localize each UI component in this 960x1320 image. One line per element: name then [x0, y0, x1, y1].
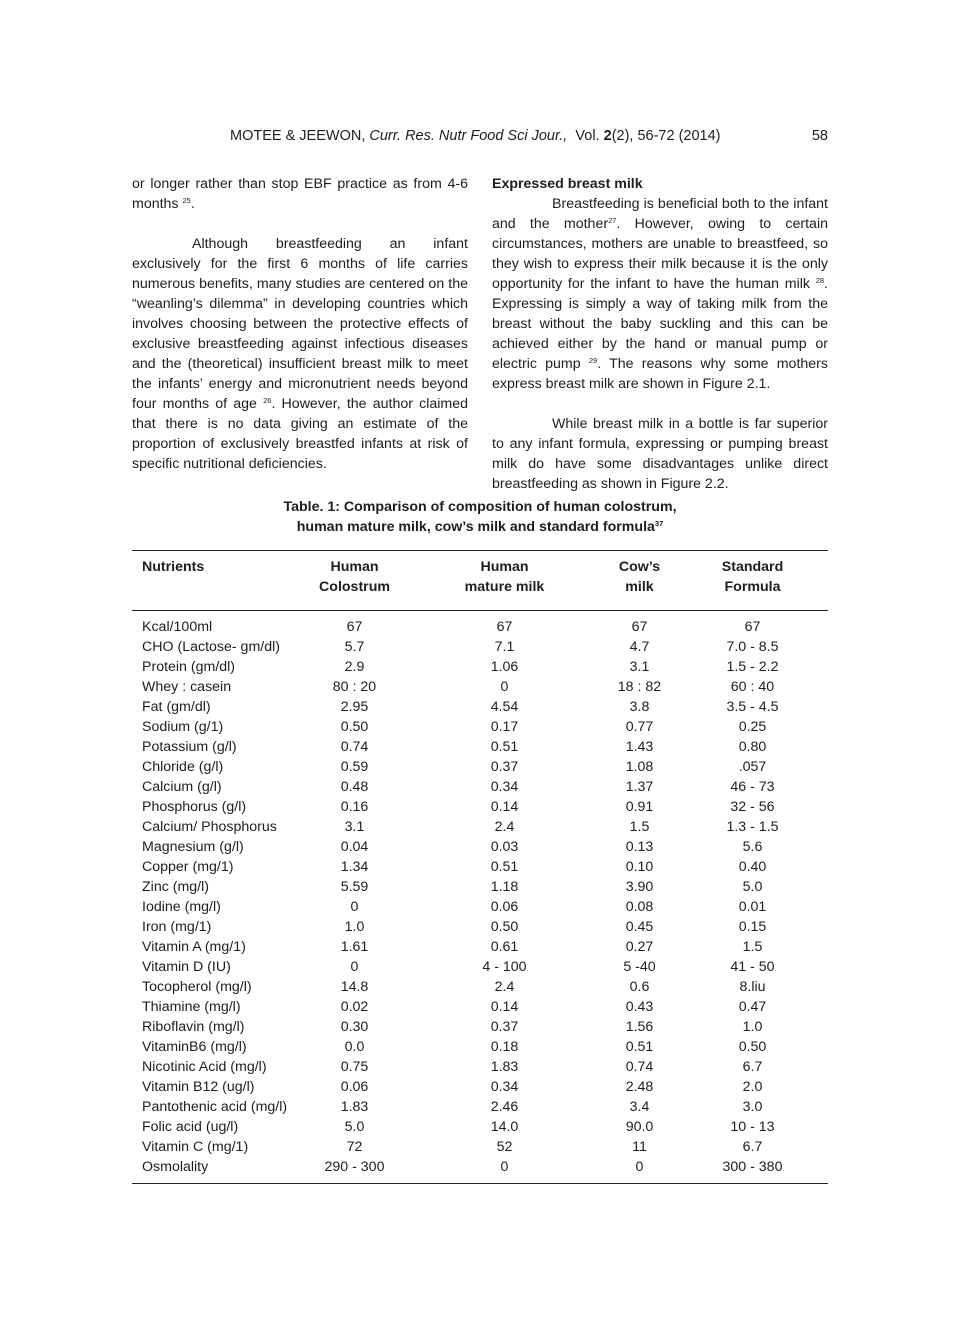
right-column — [492, 174, 828, 494]
table-caption-line-2 — [132, 517, 828, 537]
table-caption-line-1: Table. 1: Comparison of composition of human colostrum, — [283, 499, 677, 515]
table-row — [132, 877, 828, 897]
table-row — [132, 1117, 828, 1137]
table-row — [132, 697, 828, 717]
table-cell: 1.34 — [340, 859, 369, 875]
nutrient-name-cell: Kcal/100ml — [142, 619, 213, 635]
table-cell: 0.04 — [340, 839, 369, 855]
table-cell: 1.43 — [625, 739, 654, 755]
nutrient-name-cell: Pantothenic acid (mg/l) — [142, 1099, 288, 1115]
table-cell: 0.27 — [625, 939, 654, 955]
header-line: Nutrients — [142, 559, 205, 575]
citation-ref: 25 — [182, 196, 191, 205]
header-citation — [230, 128, 721, 144]
table-cell: 3.4 — [629, 1099, 650, 1115]
nutrient-name-cell: Riboflavin (mg/l) — [142, 1019, 245, 1035]
table-cell: 0.45 — [625, 919, 654, 935]
table-cell: 0.43 — [625, 999, 654, 1015]
table-cell: 2.4 — [494, 819, 515, 835]
table-cell: 1.0 — [742, 1019, 763, 1035]
left-column — [132, 174, 468, 474]
table-cell: 0.06 — [490, 899, 519, 915]
table-cell: 0.74 — [340, 739, 369, 755]
nutrient-name-cell: VitaminB6 (mg/l) — [142, 1039, 247, 1055]
nutrient-name-cell: Sodium (g/1) — [142, 719, 224, 735]
page-header — [132, 128, 828, 150]
table-cell: 2.46 — [490, 1099, 519, 1115]
table-cell: 3.8 — [629, 699, 650, 715]
table-row — [132, 657, 828, 677]
table-row — [132, 857, 828, 877]
table-cell: 1.08 — [625, 759, 654, 775]
table-row — [132, 1017, 828, 1037]
table-cell: 0.75 — [340, 1059, 369, 1075]
table-cell: 10 - 13 — [730, 1119, 775, 1135]
right-paragraph-2: While breast milk in a bottle is far superior to any infant formula, expressing or pumping breast milk do have some disadvantages unlike direct breastfeeding as shown in Figure 2.2. — [492, 416, 828, 492]
table-cell: 41 - 50 — [730, 959, 775, 975]
right-paragraph-1 — [492, 194, 828, 394]
table-cell: 1.5 — [629, 819, 650, 835]
table-cell: 0.10 — [625, 859, 654, 875]
table-cell: 0.51 — [490, 859, 519, 875]
table-row — [132, 917, 828, 937]
table-cell: 6.7 — [742, 1059, 763, 1075]
table-cell: 3.1 — [344, 819, 365, 835]
nutrient-name-cell: Copper (mg/1) — [142, 859, 234, 875]
table-cell: 0.47 — [738, 999, 767, 1015]
table-row — [132, 797, 828, 817]
left-p1-text: or longer rather than stop EBF practice as from 4-6 months — [132, 176, 468, 212]
table-row — [132, 1037, 828, 1057]
section-heading: Expressed breast milk — [492, 176, 643, 192]
nutrient-name-cell: Vitamin C (mg/1) — [142, 1139, 249, 1155]
table-cell: 4 - 100 — [482, 959, 527, 975]
table-header-cell — [132, 551, 302, 611]
header-line: mature milk — [464, 579, 545, 595]
nutrient-name-cell: Thiamine (mg/l) — [142, 999, 241, 1015]
table-cell: 0.17 — [490, 719, 519, 735]
composition-table — [132, 550, 828, 1184]
table-header-cell — [407, 551, 602, 611]
nutrient-name-cell: Folic acid (ug/l) — [142, 1119, 239, 1135]
nutrient-name-cell: Vitamin B12 (ug/l) — [142, 1079, 255, 1095]
header-journal: Curr. Res. Nutr Food Sci Jour., — [369, 128, 568, 144]
nutrient-name-cell: Whey : casein — [142, 679, 232, 695]
table-cell: 67 — [744, 619, 761, 635]
table-cell: 0.77 — [625, 719, 654, 735]
table-cell: 3.1 — [629, 659, 650, 675]
table-cell: 0.25 — [738, 719, 767, 735]
table-cell: 0.02 — [340, 999, 369, 1015]
table-cell: 46 - 73 — [730, 779, 775, 795]
table-cell: 0.0 — [344, 1039, 365, 1055]
table-body — [132, 611, 828, 1184]
nutrient-name-cell: Chloride (g/l) — [142, 759, 224, 775]
table-cell: 0.91 — [625, 799, 654, 815]
nutrient-name-cell: Phosphorus (g/l) — [142, 799, 247, 815]
header-line: Colostrum — [319, 579, 390, 595]
citation-ref: 28 — [815, 276, 825, 285]
table-row — [132, 717, 828, 737]
table-cell: .057 — [738, 759, 767, 775]
table-cell: 1.83 — [490, 1059, 519, 1075]
table-cell: 18 : 82 — [617, 679, 662, 695]
table-cell: 8.liu — [739, 979, 766, 995]
table-caption — [132, 497, 828, 537]
nutrient-name-cell: Potassium (g/l) — [142, 739, 237, 755]
table-cell: 67 — [631, 619, 648, 635]
table-cell: 0 — [350, 959, 359, 975]
table-cell: 2.4 — [494, 979, 515, 995]
header-line: Human — [480, 559, 529, 575]
table-row — [132, 1137, 828, 1157]
table-row — [132, 1097, 828, 1117]
header-line: milk — [625, 579, 654, 595]
table-cell: 1.56 — [625, 1019, 654, 1035]
table-row — [132, 777, 828, 797]
header-issue-pages: (2), 56-72 (2014) — [611, 128, 721, 144]
table-cell: 1.5 - 2.2 — [726, 659, 779, 675]
table-row — [132, 1157, 828, 1184]
table-cell: 0.18 — [490, 1039, 519, 1055]
left-paragraph-2 — [132, 234, 468, 474]
table-cell: 0.80 — [738, 739, 767, 755]
table-cell: 0.34 — [490, 1079, 519, 1095]
table-cell: 80 : 20 — [332, 679, 377, 695]
table-cell: 67 — [496, 619, 513, 635]
table-cell: 1.5 — [742, 939, 763, 955]
table-cell: 0.14 — [490, 799, 519, 815]
table-cell: 90.0 — [625, 1119, 654, 1135]
nutrient-name-cell: Magnesium (g/l) — [142, 839, 244, 855]
table-row — [132, 977, 828, 997]
header-line: Cow’s — [618, 559, 661, 575]
table-cell: 290 - 300 — [324, 1159, 385, 1175]
citation-ref: 27 — [608, 216, 617, 225]
table-cell: 0.51 — [625, 1039, 654, 1055]
table-cell: 0.06 — [340, 1079, 369, 1095]
citation-ref: 29 — [588, 356, 598, 365]
table-cell: 11 — [632, 1139, 647, 1155]
nutrient-name-cell: Osmolality — [142, 1159, 209, 1175]
nutrient-name-cell: Vitamin A (mg/1) — [142, 939, 246, 955]
table-cell: 2.48 — [625, 1079, 654, 1095]
nutrient-name-cell: Iodine (mg/l) — [142, 899, 221, 915]
table-cell: 5.0 — [742, 879, 763, 895]
table-cell: 0.74 — [625, 1059, 654, 1075]
right-p1-c: . Expressing is simply a way of taking milk from the breast without the baby suckling and this can be achieved either by the hand or manual pump or electric pump — [492, 276, 828, 372]
table-cell: 5 -40 — [623, 959, 656, 975]
table-cell: 0 — [635, 1159, 644, 1175]
table-cell: 300 - 380 — [722, 1159, 783, 1175]
table-cell: 0.59 — [340, 759, 369, 775]
table-cell: 1.83 — [340, 1099, 369, 1115]
table-cell: 7.0 - 8.5 — [726, 639, 779, 655]
table-cell: 0.37 — [490, 759, 519, 775]
table-cell: 0.50 — [490, 919, 519, 935]
table-row — [132, 1077, 828, 1097]
table-cell: 3.90 — [625, 879, 654, 895]
nutrient-name-cell: Iron (mg/1) — [142, 919, 212, 935]
table-cell: 7.1 — [494, 639, 515, 655]
table-row — [132, 837, 828, 857]
table-cell: 4.54 — [490, 699, 519, 715]
table-row — [132, 817, 828, 837]
nutrient-name-cell: Fat (gm/dl) — [142, 699, 211, 715]
table-cell: 0.01 — [738, 899, 767, 915]
table-cell: 0.13 — [625, 839, 654, 855]
table-header-cell — [302, 551, 407, 611]
table-cell: 1.37 — [625, 779, 654, 795]
table-cell: 5.7 — [344, 639, 365, 655]
table-cell: 0.50 — [738, 1039, 767, 1055]
table-row — [132, 1057, 828, 1077]
table-header-cell — [677, 551, 828, 611]
table-cell: 0.03 — [490, 839, 519, 855]
table-cell: 1.61 — [340, 939, 369, 955]
header-line: Standard — [721, 559, 784, 575]
table-cell: 0.40 — [738, 859, 767, 875]
nutrient-name-cell: Zinc (mg/l) — [142, 879, 209, 895]
table-cell: 3.5 - 4.5 — [726, 699, 779, 715]
header-volume-label: Vol. — [575, 128, 600, 144]
right-p1-d: . The reasons why some mothers express breast milk are shown in Figure 2.1. — [492, 356, 828, 392]
table-cell: 0.15 — [738, 919, 767, 935]
table-cell: 5.59 — [340, 879, 369, 895]
table-cell: 1.3 - 1.5 — [726, 819, 779, 835]
table-cell: 3.0 — [742, 1099, 763, 1115]
table-cell: 1.0 — [344, 919, 365, 935]
header-line: Formula — [724, 579, 781, 595]
table-cell: 6.7 — [742, 1139, 763, 1155]
table-cell: 0.6 — [629, 979, 650, 995]
table-cell: 0.50 — [340, 719, 369, 735]
table-cell: 2.95 — [340, 699, 369, 715]
nutrient-name-cell: Vitamin D (IU) — [142, 959, 231, 975]
table-cell: 67 — [346, 619, 363, 635]
table-cell: 5.0 — [344, 1119, 365, 1135]
table-row — [132, 611, 828, 638]
table-cell: 52 — [496, 1139, 513, 1155]
table-cell: 0.48 — [340, 779, 369, 795]
table-cell: 4.7 — [629, 639, 650, 655]
table-header-cell — [602, 551, 677, 611]
table-cell: 14.0 — [490, 1119, 519, 1135]
table-cell: 0.08 — [625, 899, 654, 915]
table-cell: 0 — [350, 899, 359, 915]
table-cell: 5.6 — [742, 839, 763, 855]
table-cell: 60 : 40 — [730, 679, 775, 695]
table-cell: 1.06 — [490, 659, 519, 675]
table-row — [132, 637, 828, 657]
right-p1-a: Breastfeeding is beneficial both to the infant and the mother — [492, 196, 828, 232]
table-cell: 0.37 — [490, 1019, 519, 1035]
right-p1-b: . However, owing to certain circumstances, mothers are unable to breastfeed, so they wish to express their milk because it is the only opportunity for the infant to have the human milk — [492, 216, 828, 292]
table-header — [132, 551, 828, 611]
table-cell: 0.14 — [490, 999, 519, 1015]
nutrient-name-cell: Tocopherol (mg/l) — [142, 979, 252, 995]
table-cell: 2.0 — [742, 1079, 763, 1095]
table-caption-line-2-text: human mature milk, cow’s milk and standard formula — [296, 519, 655, 535]
nutrient-name-cell: Protein (gm/dl) — [142, 659, 236, 675]
table-cell: 0.51 — [490, 739, 519, 755]
citation-ref: 37 — [654, 519, 664, 528]
nutrient-name-cell: CHO (Lactose- gm/dl) — [142, 639, 280, 655]
left-p1-end: . — [190, 196, 195, 212]
table-cell: 0.61 — [490, 939, 519, 955]
table-cell: 1.18 — [490, 879, 519, 895]
nutrient-name-cell: Calcium/ Phosphorus — [142, 819, 277, 835]
table-row — [132, 677, 828, 697]
nutrient-name-cell: Nicotinic Acid (mg/l) — [142, 1059, 267, 1075]
table-cell: 0.16 — [340, 799, 369, 815]
table-cell: 14.8 — [340, 979, 369, 995]
table-row — [132, 897, 828, 917]
left-p2-text: Although breastfeeding an infant exclusively for the first 6 months of life carries numerous benefits, many studies are centered on the “weanling’s dilemma” in developing countries which involves choosing between the protective effects of exclusive breastfeeding against infectious diseases and the (theoretical) insufficient breast milk to meet the infants’ energy and micronutrient needs beyond four months of age — [132, 236, 468, 412]
table-row — [132, 997, 828, 1017]
table-cell: 0.34 — [490, 779, 519, 795]
table-cell: 0 — [500, 679, 509, 695]
header-line: Human — [330, 559, 379, 575]
table-cell: 32 - 56 — [730, 799, 775, 815]
page-number: 58 — [811, 128, 828, 144]
table-cell: 2.9 — [344, 659, 365, 675]
table-row — [132, 737, 828, 757]
header-authors: MOTEE & JEEWON, — [230, 128, 366, 144]
table-cell: 0 — [500, 1159, 509, 1175]
table-row — [132, 957, 828, 977]
table-row — [132, 757, 828, 777]
table-cell: 72 — [346, 1139, 363, 1155]
table-row — [132, 937, 828, 957]
left-p2-end: . However, the author claimed that there is no data giving an estimate of the proportion of exclusively breastfed infants at risk of specific nutritional deficiencies. — [132, 396, 468, 472]
nutrient-name-cell: Calcium (g/l) — [142, 779, 222, 795]
citation-ref: 26 — [263, 396, 272, 405]
table-header-row — [132, 551, 828, 611]
table-cell: 0.30 — [340, 1019, 369, 1035]
header-volume-number: 2 — [603, 128, 612, 144]
left-paragraph-1 — [132, 174, 468, 214]
